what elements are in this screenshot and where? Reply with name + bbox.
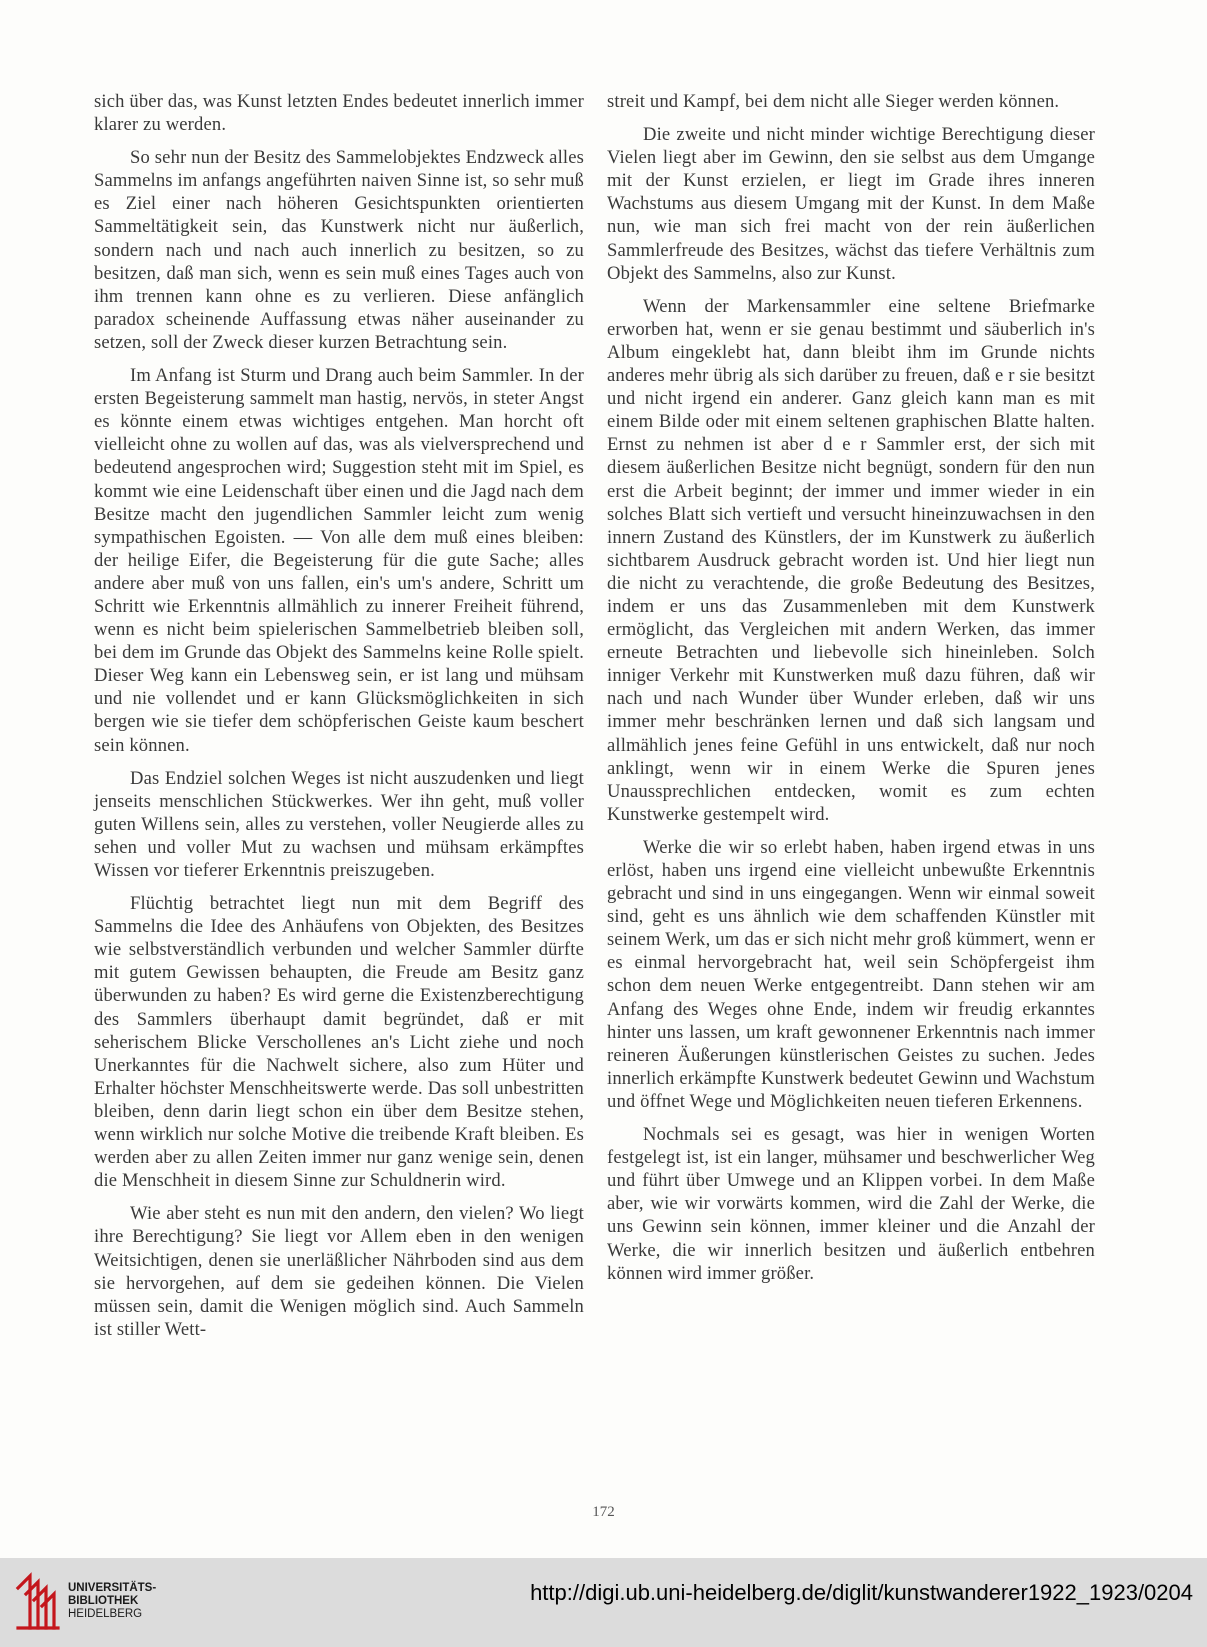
library-name-line: BIBLIOTHEK — [68, 1595, 139, 1607]
library-name — [68, 1582, 156, 1621]
paragraph: sich über das, was Kunst letzten Endes bedeutet innerlich immer klarer zu werden. — [94, 91, 584, 136]
paragraph: Das Endziel solchen Weges ist nicht auszudenken und liegt jenseits menschlichen Stückwerkes. Wer ihn geht, muß voller guten Willens sein, alles zu verstehen, voller Neugierde alles zu sehen und voller Mut zu wachsen und mühsam erkämpftes Wissen vor tieferer Erkenntnis preiszugeben. — [94, 767, 584, 881]
library-name-line: UNIVERSITÄTS- — [68, 1582, 157, 1594]
paragraph: streit und Kampf, bei dem nicht alle Sieger werden können. — [607, 91, 1060, 112]
paragraph: Wenn der Markensammler eine seltene Briefmarke erworben hat, wenn er sie genau bestimmt und säuberlich in's Album eingeklebt hat, dann bleibt ihm im Grunde nichts anderes mehr übrig als sich darüber zu freuen, daß e r sie besitzt und nicht irgend ein anderer. Ganz gleich kann man es mit einem Bilde oder mit einem seltenen graphischen Blatte halten. Ernst zu nehmen ist aber d e r Sammler erst, der sich mit diesem äußerlichen Besitze nicht begnügt, sondern für den nun erst die Arbeit beginnt; der immer und immer wieder in ein solches Blatt sich vertieft und versucht hineinzuwachsen in den innern Zustand des Künstlers, der im Kunstwerk zu äußerlich sichtbarem Ausdruck gebracht worden ist. Und hier liegt nun die nicht zu verachtende, die große Bedeutung des Besitzes, indem er uns das Zusammenleben mit dem Kunstwerk ermöglicht, das Vergleichen mit andern Werken, das immer erneute Betrachten und liebevolle sich hineinleben. Solch inniger Verkehr mit Kunstwerken muß dazu führen, daß wir nach und nach Wunder über Wunder erleben, daß wir uns immer mehr beschränken lernen und daß sich langsam und allmählich jenes feine Gefühl in uns entwickelt, daß nur noch anklingt, wenn wir in einem Werke die Spuren jenes Unaussprechlichen entdecken, womit es zum echten Kunstwerke gestempelt wird. — [607, 295, 1095, 825]
library-footer-bar — [0, 1558, 1207, 1647]
paragraph: Wie aber steht es nun mit den andern, den vielen? Wo liegt ihre Berechtigung? Sie liegt vor Allem eben in den wenigen Weitsichtigen, denen sie unerläßlicher Nährboden sind aus dem sie hervorgehen, auf dem sie gedeihen können. Die Vielen müssen sein, damit die Wenigen möglich sind. Auch Sammeln ist stiller Wett- — [94, 1203, 584, 1340]
paragraph: Im Anfang ist Sturm und Drang auch beim Sammler. In der ersten Begeisterung sammelt man hastig, nervös, in steter Angst es könnte einem etwas wichtiges entgehen. Man horcht oft vielleicht ohne zu wollen auf das, was als vielversprechend und bedeutend angesprochen wird; Suggestion steht mit im Spiel, es kommt wie eine Leidenschaft über einen und die Jagd nach dem Besitze macht den jugendlichen Sammler leicht zum wenig sympathischen Egoisten. — Von alle dem muß eines bleiben: der heilige Eifer, die Begeisterung für die gute Sache; alles andere aber muß von uns fallen, ein's um's andere, Schritt um Schritt wie Erkenntnis allmählich zu innerer Freiheit führend, wenn es nicht beim spielerischen Sammelbetrieb bleiben soll, bei dem im Grunde das Objekt des Sammelns keine Rolle spielt. Dieser Weg kann ein Lebensweg sein, er ist lang und mühsam und nie vollendet und er kann Glücksmöglichkeiten in sich bergen wie sie tiefer dem schöpferischen Geiste kaum beschert sein können. — [94, 365, 584, 756]
paragraph: Nochmals sei es gesagt, was hier in wenigen Worten festgelegt ist, ist ein langer, mühsamer und beschwerlicher Weg und führt über Umwege und an Klippen vorbei. In dem Maße aber, wie wir vorwärts kommen, wird die Zahl der Werke, die uns Gewinn sein können, immer kleiner und die Anzahl der Werke, die wir innerlich besitzen und äußerlich entbehren können wird immer größer. — [607, 1124, 1095, 1284]
library-name-line: HEIDELBERG — [68, 1608, 143, 1620]
paragraph: So sehr nun der Besitz des Sammelobjektes Endzweck alles Sammelns im anfangs angeführten naiven Sinne ist, so sehr muß es Ziel einer nach höheren Gesichtspunkten orientierten Sammeltätigkeit sein, das Kunstwerk nicht nur äußerlich, sondern nach und nach auch innerlich zu besitzen, so zu besitzen, daß man sich, wenn es sein muß eines Tages auch von ihm trennen kann ohne es zu verlieren. Diese anfänglich paradox scheinende Auffassung etwas näher auseinander zu setzen, soll der Zweck dieser kurzen Betrachtung sein. — [94, 147, 584, 353]
page-number: 172 — [592, 1504, 615, 1520]
university-library-logo-icon[interactable] — [14, 1572, 62, 1632]
paragraph: Werke die wir so erlebt haben, haben irgend etwas in uns erlöst, haben uns irgend eine vielleicht unbewußte Erkenntnis gebracht und sind in uns eingegangen. Wenn wir einmal soweit sind, geht es uns ähnlich wie dem schaffenden Künstler mit seinem Werk, um das er sich nicht mehr groß kümmert, wenn er es einmal hervorgebracht hat, weil sein Schöpfergeist ihm schon dem neuen Werke entgegentreibt. Dann stehen wir am Anfang des Weges ohne Ende, indem wir freudig erkanntes hinter uns lassen, um kraft gewonnener Erkenntnis nach immer reineren Äußerungen künstlerischen Geistes zu suchen. Jedes innerlich erkämpfte Kunstwerk bedeutet Gewinn und Wachstum und öffnet Wege und Möglichkeiten neuen tieferen Erkennens. — [607, 836, 1095, 1112]
left-text-column — [94, 90, 584, 1341]
paragraph: Flüchtig betrachtet liegt nun mit dem Begriff des Sammelns die Idee des Anhäufens von Objekten, des Besitzes wie selbstverständlich verbunden und welcher Sammler dürfte mit gutem Gewissen behaupten, die Freude am Besitz ganz überwunden zu haben? Es wird gerne die Existenzberechtigung des Sammlers überhaupt damit begründet, daß er mit seherischem Blicke Verschollenes an's Licht ziehe und noch Unerkanntes für die Nachwelt sichere, also zum Hüter und Erhalter höchster Menschheitswerte werde. Das soll unbestritten bleiben, denn darin liegt schon ein über dem Besitze stehen, wenn wirklich nur solche Motive die treibende Kraft bleiben. Es werden aber zu allen Zeiten immer nur ganz wenige sein, denen die Menschheit in diesem Sinne zur Schuldnerin wird. — [94, 893, 584, 1192]
paragraph: Die zweite und nicht minder wichtige Berechtigung dieser Vielen liegt aber im Gewinn, den sie selbst aus dem Umgange mit der Kunst erzielen, er liegt im Grade ihres inneren Wachstums aus diesem Umgang mit der Kunst. In dem Maße nun, wie man sich frei macht von der rein äußerlichen Sammlerfreude des Besitzes, wächst das tiefere Verhältnis zum Objekt des Sammelns, also zur Kunst. — [607, 124, 1095, 284]
source-url-link[interactable]: http://digi.ub.uni-heidelberg.de/diglit/kunstwanderer1922_1923/0204 — [530, 1580, 1193, 1605]
right-text-column — [607, 90, 1095, 1285]
